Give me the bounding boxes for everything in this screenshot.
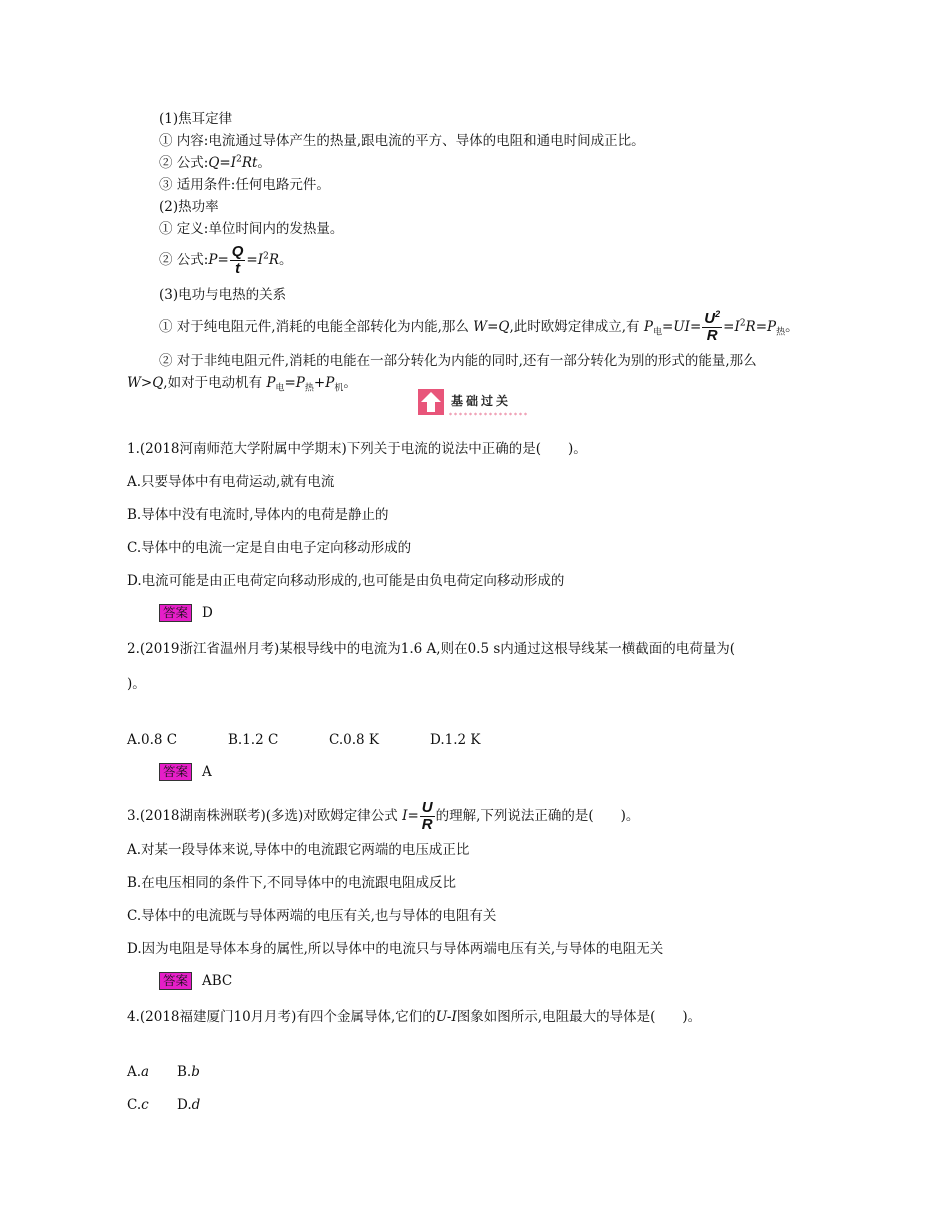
question-1-option-b: B.导体中没有电流时,导体内的电荷是静止的 [127, 507, 389, 523]
question-1-option-a: A.只要导体中有电荷运动,就有电流 [127, 474, 335, 490]
relation-pure-mid: ,此时欧姆定律成立,有 [509, 319, 640, 335]
question-4-options-row-1 [127, 1063, 200, 1081]
question-4-stem [127, 1008, 701, 1026]
relation-heading: (3)电功与电热的关系 [159, 287, 287, 303]
question-4-option-c: C.c [127, 1097, 149, 1113]
question-1-answer [159, 604, 213, 622]
question-2-answer [159, 763, 212, 781]
section-title: 基础过关 [451, 394, 512, 408]
heat-power-heading: (2)热功率 [159, 199, 219, 215]
up-arrow-icon [418, 389, 444, 415]
joule-formula: ② 公式$:Q=I^2Rt$。 [159, 154, 271, 171]
answer-tag: 答案 [159, 972, 192, 990]
heat-power-formula: ② 公式:P= $\frac{Q}{t}$ $=I^2R$。 [159, 243, 293, 277]
question-3-option-a: A.对某一段导体来说,导体中的电流跟它两端的电压成正比 [127, 842, 470, 858]
relation-nonpure-line2: W>Q,如对于电动机有 $P_电=P_热+P_机$。 [127, 375, 357, 394]
relation-nonpure-line1: ② 对于非纯电阻元件,消耗的电能在一部分转化为内能的同时,还有一部分转化为别的形式的能量,那么 [159, 353, 757, 369]
answer-tag: 答案 [159, 604, 192, 622]
question-2-option-a: A.0.8 C [127, 732, 178, 748]
decorative-dots [448, 412, 528, 416]
question-3-stem: 3.(2018湖南株洲联考)(多选)对欧姆定律公式 I= $\frac{U}{R}$ 的理解,下列说法正确的是( )。 [127, 799, 640, 833]
relation-pure-resistor: ① 对于纯电阻元件,消耗的电能全部转化为内能,那么 W=Q,此时欧姆定律成立,有 $P_电=UI=$ $\frac{U^2}{R}$ $=I^2R=P_热$。 [159, 309, 799, 344]
question-2-stem: 2.(2019浙江省温州月考)某根导线中的电流为1.6 A,则在0.5 s内通过这根导线某一横截面的电荷量为( [127, 641, 736, 657]
question-3-option-c: C.导体中的电流既与导体两端的电压有关,也与导体的电阻有关 [127, 908, 497, 924]
question-4-stem-var: U-I [435, 1009, 457, 1025]
question-4-stem-post: 图象如图所示,电阻最大的导体是( )。 [456, 1009, 702, 1025]
question-2-option-d: D.1.2 K [430, 732, 481, 748]
fraction-q-over-t: $\frac{Q}{t}$ [231, 243, 244, 277]
question-1-option-d: D.电流可能是由正电荷定向移动形成的,也可能是由负电荷定向移动形成的 [127, 573, 565, 589]
heat-power-definition: ① 定义:单位时间内的发热量。 [159, 221, 344, 237]
answer-value: D [202, 605, 213, 621]
heat-power-formula-label: ② 公式: [159, 252, 209, 268]
joule-heading: (1)焦耳定律 [159, 111, 233, 127]
question-4-options-row-2 [127, 1096, 200, 1114]
question-3-stem-pre: 3.(2018湖南株洲联考)(多选)对欧姆定律公式 [127, 808, 398, 824]
question-2-stem-cont: )。 [127, 676, 146, 692]
question-2-options [127, 731, 480, 749]
fraction-u2-over-r: $\frac{U^2}{R}$ [704, 309, 721, 344]
question-4-option-b: B.b [177, 1064, 200, 1080]
relation-nonpure-mid: ,如对于电动机有 [163, 375, 263, 391]
question-3-option-d: D.因为电阻是导体本身的属性,所以导体中的电流只与导体两端电压有关,与导体的电阻无关 [127, 941, 664, 957]
answer-tag: 答案 [159, 763, 192, 781]
question-1-option-c: C.导体中的电流一定是自由电子定向移动形成的 [127, 540, 412, 556]
answer-value: A [202, 764, 212, 780]
question-4-option-d: D.d [177, 1097, 201, 1113]
fraction-u-over-r: $\frac{U}{R}$ [421, 799, 433, 833]
question-3-option-b: B.在电压相同的条件下,不同导体中的电流跟电阻成反比 [127, 875, 457, 891]
answer-value: ABC [202, 973, 233, 989]
relation-pure-text: ① 对于纯电阻元件,消耗的电能全部转化为内能,那么 [159, 319, 469, 335]
question-2-option-c: C.0.8 K [329, 732, 379, 748]
question-1-stem: 1.(2018河南师范大学附属中学期末)下列关于电流的说法中正确的是( )。 [127, 441, 587, 457]
question-3-answer [159, 972, 232, 990]
question-2-option-b: B.1.2 C [228, 732, 279, 748]
joule-formula-label: ② 公式: [159, 155, 209, 171]
question-4-option-a: A.a [127, 1064, 150, 1080]
joule-content: ① 内容:电流通过导体产生的热量,跟电流的平方、导体的电阻和通电时间成正比。 [159, 133, 645, 149]
question-3-stem-post: 的理解,下列说法正确的是( )。 [435, 808, 640, 824]
question-4-stem-pre: 4.(2018福建厦门10月月考)有四个金属导体,它们的 [127, 1009, 436, 1025]
joule-condition: ③ 适用条件:任何电路元件。 [159, 177, 330, 193]
section-banner [418, 389, 533, 419]
